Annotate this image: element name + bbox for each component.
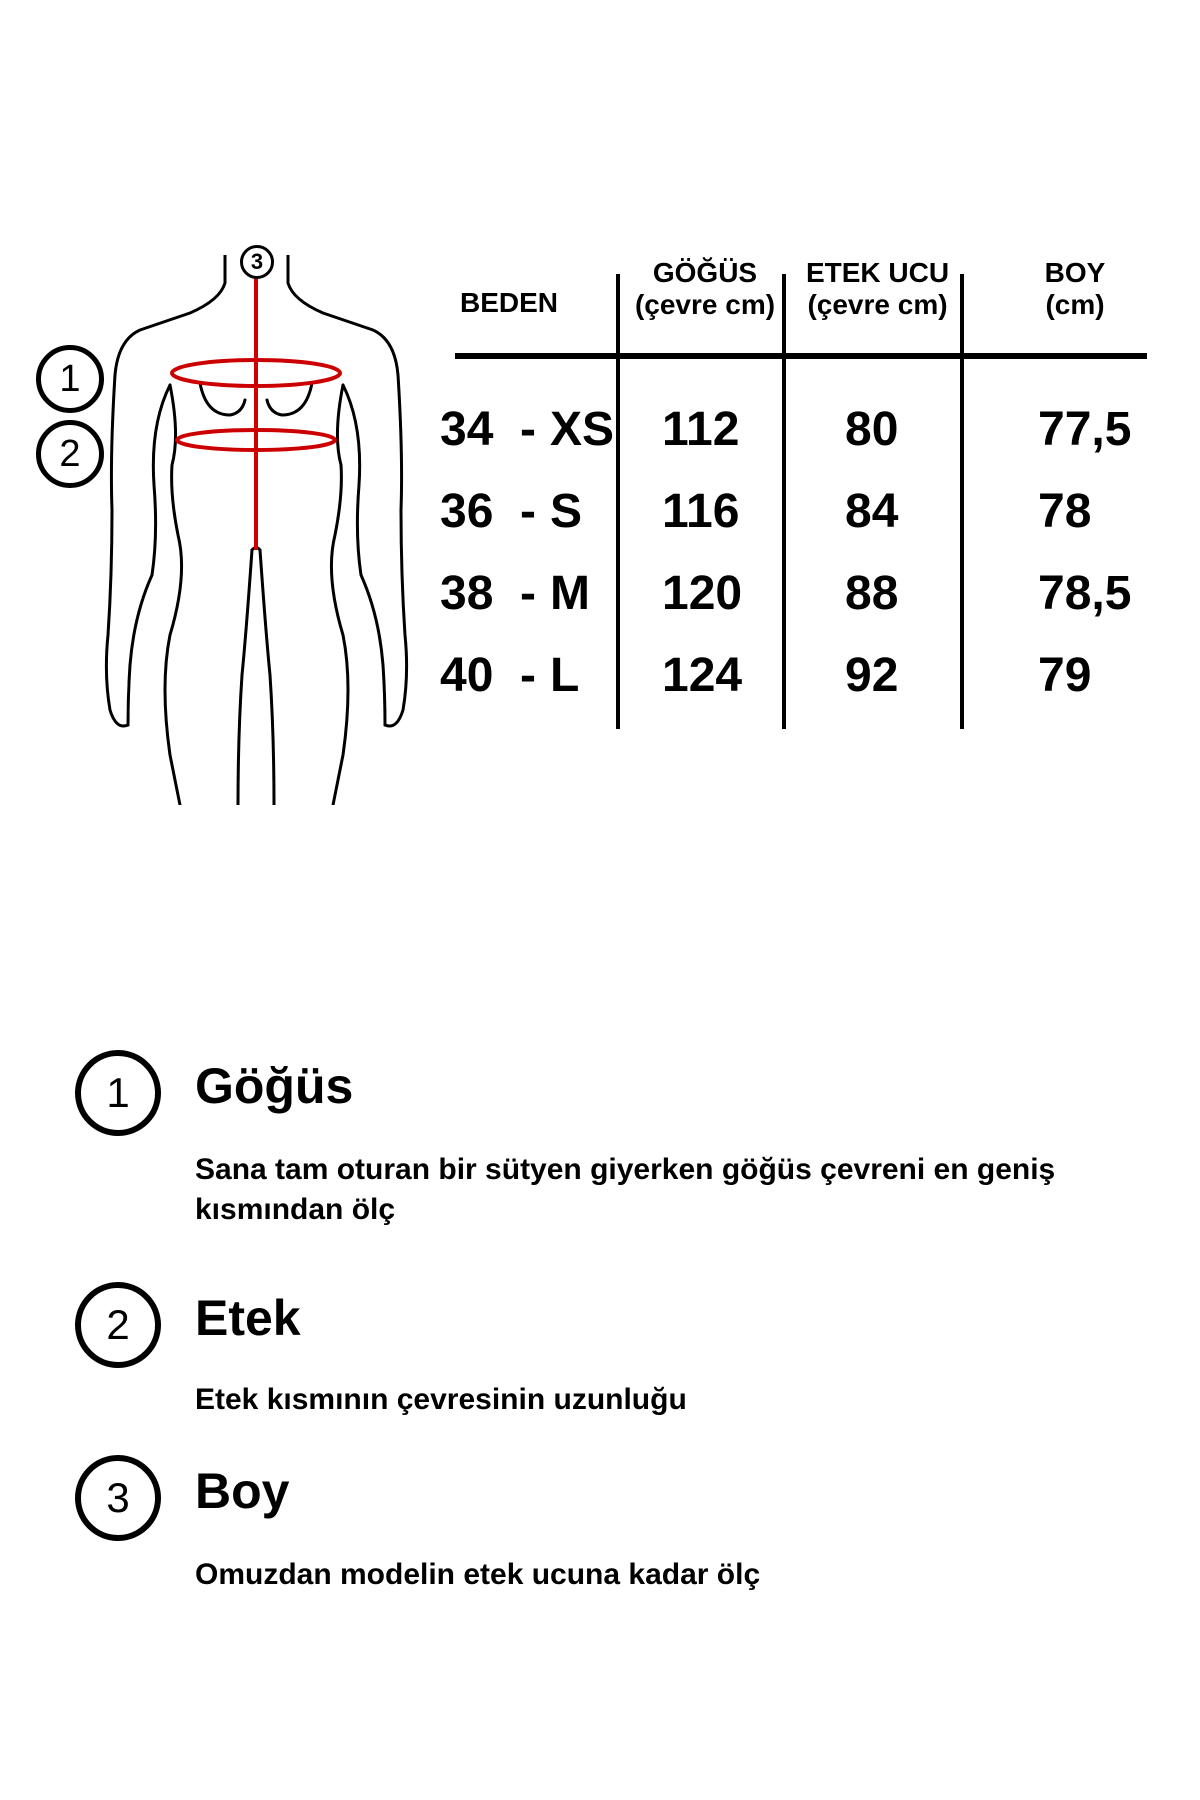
legend-badge-label: 1 xyxy=(106,1069,130,1116)
row-length: 78 xyxy=(1038,485,1092,538)
header-hem-title: ETEK UCU xyxy=(805,257,950,288)
header-chest-unit: (çevre cm) xyxy=(634,289,776,320)
legend-description: Omuzdan modelin etek ucuna kadar ölç xyxy=(195,1558,761,1591)
row-size-letter: XS xyxy=(550,403,615,456)
header-chest-title: GÖĞÜS xyxy=(652,257,758,288)
row-length: 77,5 xyxy=(1038,403,1132,456)
legend-title: Etek xyxy=(195,1290,301,1346)
marker-chest-label: 1 xyxy=(59,357,81,400)
legend-badge-label: 3 xyxy=(106,1474,130,1521)
row-chest: 124 xyxy=(662,649,743,702)
legend-title: Göğüs xyxy=(195,1058,354,1114)
row-hem: 88 xyxy=(845,567,899,620)
legend-item-chest xyxy=(75,1050,1135,1230)
row-chest: 112 xyxy=(662,403,740,456)
row-length: 79 xyxy=(1038,649,1092,702)
row-size-number: 38 xyxy=(440,567,494,620)
legend-title: Boy xyxy=(195,1463,290,1519)
row-size-dash: - xyxy=(520,485,536,538)
column-divider-2 xyxy=(782,274,786,729)
legend-badge-2 xyxy=(75,1282,161,1368)
marker-hem-label: 2 xyxy=(59,432,81,475)
row-size-letter: L xyxy=(550,649,580,702)
header-size: BEDEN xyxy=(460,287,559,318)
legend-description: Etek kısmının çevresinin uzunluğu xyxy=(195,1383,687,1416)
row-length: 78,5 xyxy=(1038,567,1132,620)
row-chest: 120 xyxy=(662,567,743,620)
row-size-letter: M xyxy=(550,567,590,620)
row-size-number: 40 xyxy=(440,649,494,702)
body-outline-illustration xyxy=(30,255,410,805)
body-measurement-figure xyxy=(30,249,410,805)
marker-chest-badge xyxy=(36,345,104,413)
legend-item-hem xyxy=(75,1282,1135,1422)
legend-badge-1 xyxy=(75,1050,161,1136)
legend-item-length xyxy=(75,1455,1135,1595)
row-hem: 84 xyxy=(845,485,899,538)
marker-hem-badge xyxy=(36,420,104,488)
header-divider xyxy=(455,353,1147,359)
column-divider-1 xyxy=(616,274,620,729)
row-size-dash: - xyxy=(520,649,536,702)
row-size-number: 34 xyxy=(440,403,494,456)
header-length-unit: (cm) xyxy=(1045,289,1105,320)
legend-badge-3 xyxy=(75,1455,161,1541)
row-size-dash: - xyxy=(520,403,536,456)
row-hem: 80 xyxy=(845,403,899,456)
size-table xyxy=(430,257,1150,740)
legend-description: Sana tam oturan bir sütyen giyerken göğüs çevreni en geniş kısmından ölç xyxy=(195,1153,1056,1226)
header-length-title: BOY xyxy=(1044,257,1106,288)
row-size-dash: - xyxy=(520,567,536,620)
marker-length-label: 3 xyxy=(250,249,264,274)
row-size-number: 36 xyxy=(440,485,494,538)
header-hem-unit: (çevre cm) xyxy=(807,289,948,320)
row-hem: 92 xyxy=(845,649,899,702)
row-chest: 116 xyxy=(662,485,740,538)
column-divider-3 xyxy=(960,274,964,729)
marker-length-badge xyxy=(240,245,274,279)
row-size-letter: S xyxy=(550,485,583,538)
legend-badge-label: 2 xyxy=(106,1301,130,1348)
